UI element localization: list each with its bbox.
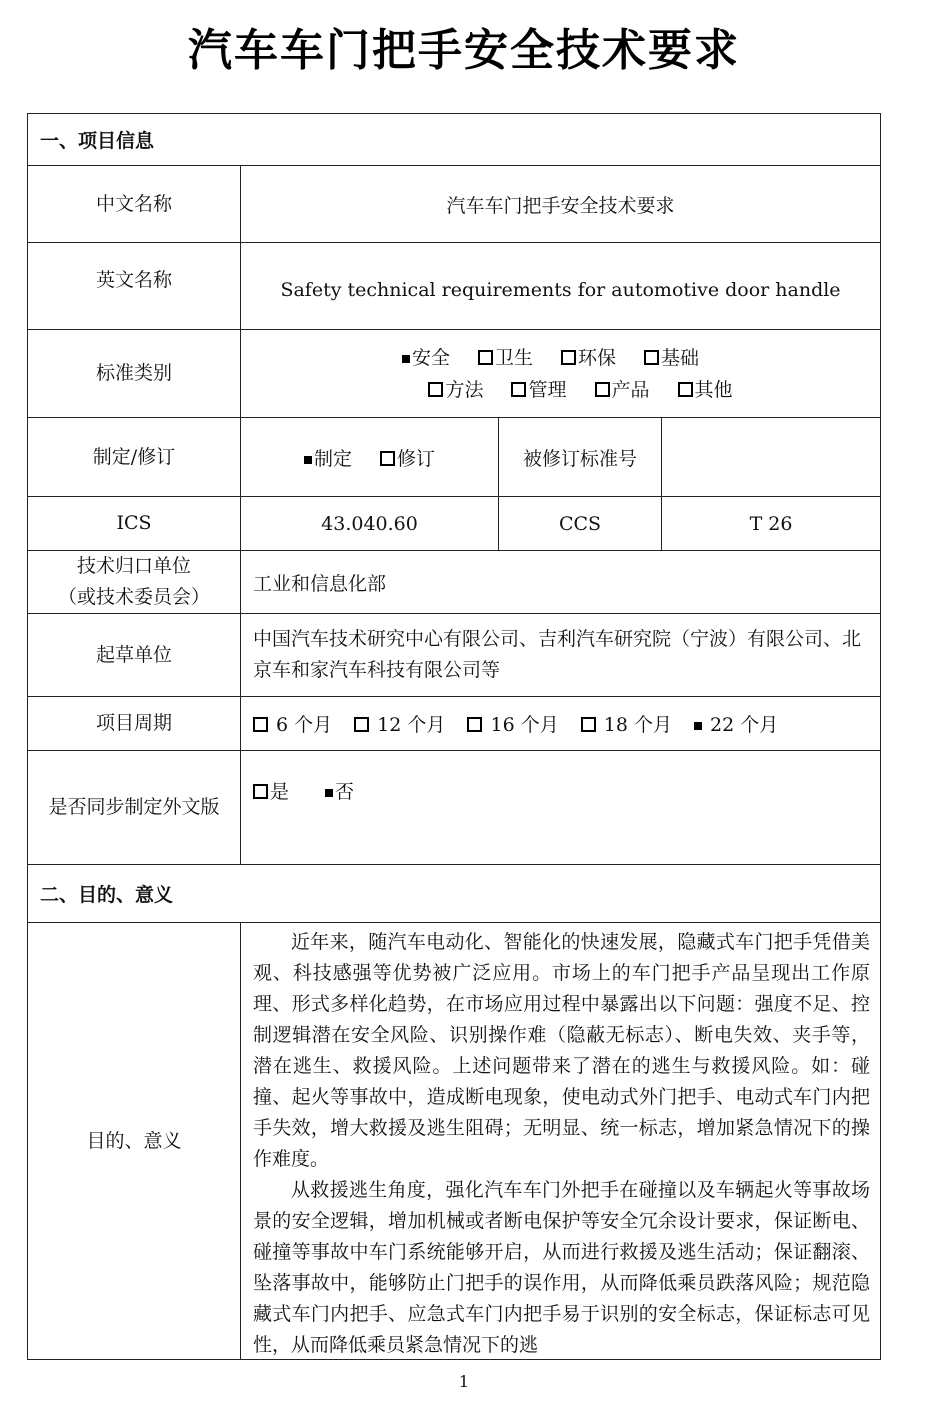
unchecked-box-icon[interactable]	[581, 717, 596, 732]
revision-option-label: 修订	[397, 447, 436, 470]
ccs-label: CCS	[499, 497, 662, 551]
category-option[interactable]	[678, 379, 733, 401]
foreign-options	[241, 751, 881, 865]
foreign-option-label: 否	[335, 781, 355, 803]
period-options	[241, 697, 881, 751]
section2-heading: 二、目的、意义	[28, 865, 881, 923]
drafting-value: 中国汽车技术研究中心有限公司、吉利汽车研究院（宁波）有限公司、北京车和家汽车科技有限公司等	[241, 614, 881, 697]
unchecked-box-icon[interactable]	[253, 717, 268, 732]
foreign-option[interactable]	[325, 781, 354, 803]
period-option[interactable]	[581, 714, 672, 736]
unchecked-box-icon[interactable]	[511, 382, 526, 397]
unchecked-box-icon[interactable]	[595, 382, 610, 397]
purpose-paragraph-2: 从救援逃生角度，强化汽车车门外把手在碰撞以及车辆起火等事故场景的安全逻辑，增加机械或者断电保护等安全冗余设计要求，保证断电、碰撞等事故中车门系统能够开启，从而进行救援及逃生活动；保证翻滚、坠落事故中，能够防止门把手的误作用，从而降低乘员跌落风险；规范隐藏式车门内把手、应急式车门内把手易于识别的安全标志，保证标志可见性，从而降低乘员紧急情况下的逃	[253, 1179, 871, 1356]
period-option[interactable]	[253, 714, 332, 736]
purpose-label: 目的、意义	[28, 923, 241, 1360]
checked-box-icon[interactable]	[402, 355, 410, 363]
cn-name-value: 汽车车门把手安全技术要求	[241, 166, 881, 243]
category-option-label: 安全	[411, 346, 450, 369]
en-name-label: 英文名称	[28, 243, 241, 330]
revision-option-label: 制定	[313, 447, 352, 470]
category-option-label: 方法	[445, 378, 484, 401]
period-option[interactable]	[467, 714, 558, 736]
ics-value: 43.040.60	[241, 497, 499, 551]
unchecked-box-icon[interactable]	[428, 382, 443, 397]
checked-box-icon[interactable]	[694, 722, 702, 730]
category-option[interactable]	[478, 347, 533, 369]
unchecked-box-icon[interactable]	[644, 350, 659, 365]
unchecked-box-icon[interactable]	[478, 350, 493, 365]
revision-label: 制定/修订	[28, 418, 241, 497]
category-option[interactable]	[402, 347, 450, 369]
unchecked-box-icon[interactable]	[561, 350, 576, 365]
period-option-label: 22 个月	[703, 714, 779, 736]
period-option-label: 18 个月	[597, 714, 672, 736]
period-option-label: 6 个月	[270, 714, 333, 736]
period-option-label: 12 个月	[371, 714, 446, 736]
project-info-table	[27, 113, 881, 1360]
category-option[interactable]	[511, 379, 566, 401]
revision-option[interactable]	[304, 448, 352, 470]
document-title: 汽车车门把手安全技术要求	[188, 25, 740, 76]
foreign-option[interactable]	[253, 781, 289, 803]
unchecked-box-icon[interactable]	[678, 382, 693, 397]
en-name-value: Safety technical requirements for automotive door handle	[241, 243, 881, 330]
revision-option[interactable]	[380, 448, 435, 470]
section1-heading: 一、项目信息	[28, 114, 881, 166]
category-option[interactable]	[595, 379, 650, 401]
cn-name-label: 中文名称	[28, 166, 241, 243]
category-option-label: 基础	[661, 346, 700, 369]
revised-std-label: 被修订标准号	[499, 418, 662, 497]
revision-options	[241, 418, 499, 497]
category-option[interactable]	[428, 379, 483, 401]
tech-unit-value: 工业和信息化部	[241, 551, 881, 614]
category-label: 标准类别	[28, 330, 241, 418]
category-option-label: 产品	[611, 378, 650, 401]
category-option-label: 卫生	[494, 346, 533, 369]
drafting-label: 起草单位	[28, 614, 241, 697]
page-number: 1	[458, 1372, 470, 1391]
ics-label: ICS	[28, 497, 241, 551]
unchecked-box-icon[interactable]	[354, 717, 369, 732]
unchecked-box-icon[interactable]	[380, 451, 395, 466]
foreign-option-label: 是	[270, 781, 290, 803]
purpose-paragraph-1: 近年来，随汽车电动化、智能化的快速发展，隐藏式车门把手凭借美观、科技感强等优势被广泛应用。市场上的车门把手产品呈现出工作原理、形式多样化趋势，在市场应用过程中暴露出以下问题：强度不足、控制逻辑潜在安全风险、识别操作难（隐蔽无标志）、断电失效、夹手等，潜在逃生、救援风险。上述问题带来了潜在的逃生与救援风险。如：碰撞、起火等事故中，造成断电现象，使电动式外门把手、电动式车门内把手失效，增大救援及逃生阻碍；无明显、统一标志，增加紧急情况下的操作难度。	[253, 931, 871, 1170]
period-option[interactable]	[354, 714, 445, 736]
period-option[interactable]	[694, 714, 778, 736]
tech-unit-label: 技术归口单位 （或技术委员会）	[28, 551, 241, 614]
category-option-label: 管理	[528, 378, 567, 401]
unchecked-box-icon[interactable]	[253, 784, 268, 799]
period-label: 项目周期	[28, 697, 241, 751]
checked-box-icon[interactable]	[325, 789, 333, 797]
unchecked-box-icon[interactable]	[467, 717, 482, 732]
foreign-label: 是否同步制定外文版	[28, 751, 241, 865]
category-option-label: 其他	[694, 378, 733, 401]
period-option-label: 16 个月	[484, 714, 559, 736]
checked-box-icon[interactable]	[304, 456, 312, 464]
purpose-content	[241, 923, 881, 1360]
ccs-value: T 26	[662, 497, 881, 551]
category-option[interactable]	[561, 347, 616, 369]
category-options	[241, 330, 881, 418]
revised-std-value	[662, 418, 881, 497]
category-option[interactable]	[644, 347, 699, 369]
category-option-label: 环保	[578, 346, 617, 369]
